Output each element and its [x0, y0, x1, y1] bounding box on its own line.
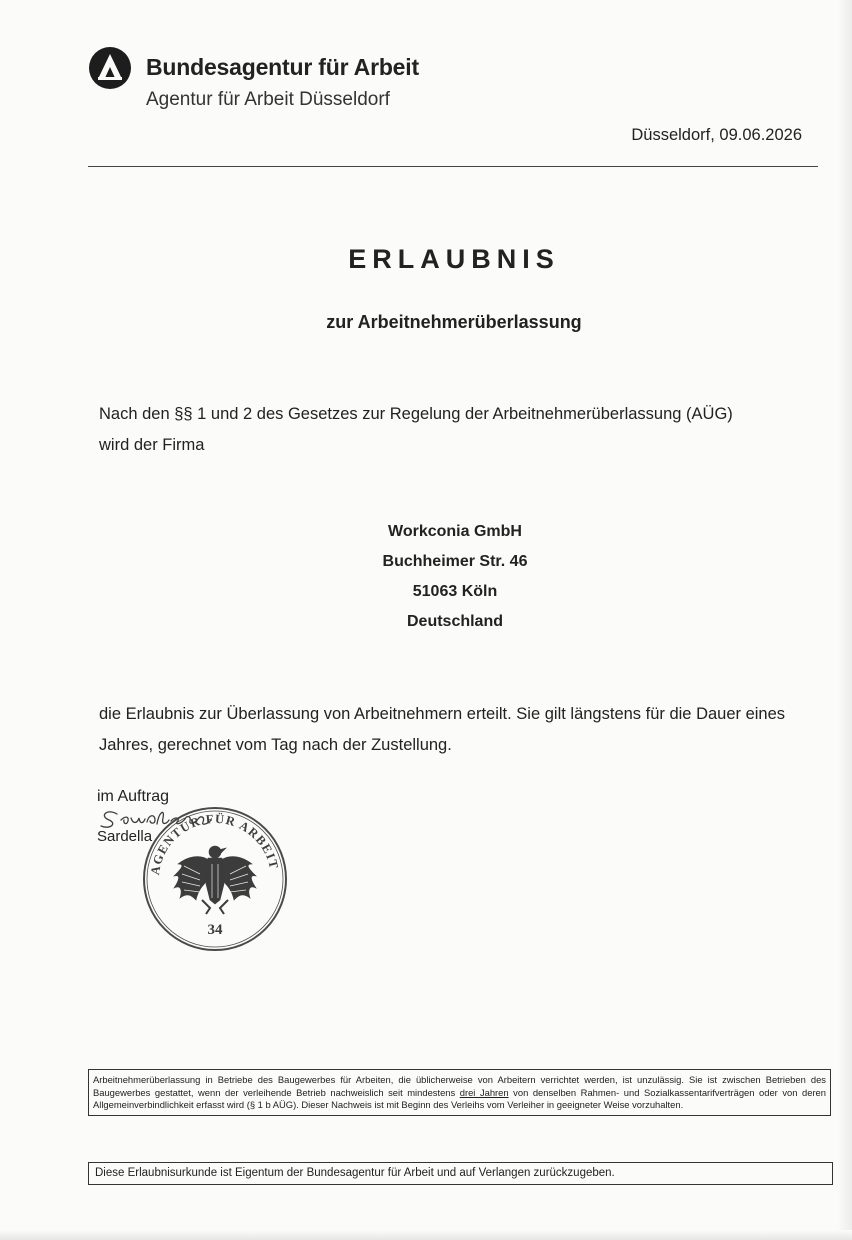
- recipient-company: Workconia GmbH: [388, 523, 522, 540]
- notice-underlined-term: drei Jahren: [459, 1086, 509, 1098]
- construction-industry-notice: [88, 1069, 831, 1116]
- signer-name: Sardella: [97, 828, 153, 845]
- grant-line-1: die Erlaubnis zur Überlassung von Arbeitnehmern erteilt. Sie gilt längstens für die Dauer eines: [99, 705, 786, 723]
- document-subtitle: zur Arbeitnehmerüberlassung: [326, 312, 582, 332]
- official-seal: [140, 804, 290, 954]
- header-divider: [88, 166, 818, 167]
- im-auftrag-label: im Auftrag: [97, 788, 170, 805]
- page-edge-shadow-bottom: [0, 1230, 852, 1240]
- recipient-country: Deutschland: [406, 613, 503, 630]
- notice-text-part-2: von denselben Rahmen- und Sozialkassentarifverträgen oder von deren Allgemeinverbindlichkeit erfasst wird (§ 1 b AÜG). Dieser Nachweis ist mit Beginn des Verleihs vom Verleiher in geeigneter Weise vorzuhalten.: [93, 1086, 826, 1111]
- recipient-city: 51063 Köln: [412, 583, 498, 600]
- seal-number: 34: [207, 922, 223, 938]
- intro-line-1: Nach den §§ 1 und 2 des Gesetzes zur Regelung der Arbeitnehmerüberlassung (AÜG): [99, 405, 733, 423]
- agency-office-name: Agentur für Arbeit Düsseldorf: [146, 89, 390, 110]
- recipient-street: Buchheimer Str. 46: [382, 553, 528, 570]
- page-edge-shadow-right: [838, 0, 852, 1240]
- property-notice: Diese Erlaubnisurkunde ist Eigentum der Bundesagentur für Arbeit und auf Verlangen zurückzugeben.: [88, 1162, 833, 1185]
- place-and-date: Düsseldorf, 09.06.2026: [631, 126, 802, 144]
- notice-text-part-1: Arbeitnehmerüberlassung in Betriebe des Baugewerbes für Arbeiten, die üblicherweise von Arbeitern verrichtet werden, ist unzulässig. Sie ist zwischen Betrieben des Baugewerbes gestattet, wenn der verleihende Betrieb nachweislich seit mindestens: [93, 1074, 826, 1098]
- grant-line-2: Jahres, gerechnet vom Tag nach der Zustellung.: [99, 736, 452, 754]
- intro-line-2: wird der Firma: [99, 436, 205, 454]
- document-title: ERLAUBNIS: [348, 244, 560, 274]
- ba-logo-icon: [88, 46, 132, 90]
- seal-circular-text: AGENTUR FÜR ARBEIT: [148, 811, 282, 876]
- organization-name: Bundesagentur für Arbeit: [146, 54, 419, 80]
